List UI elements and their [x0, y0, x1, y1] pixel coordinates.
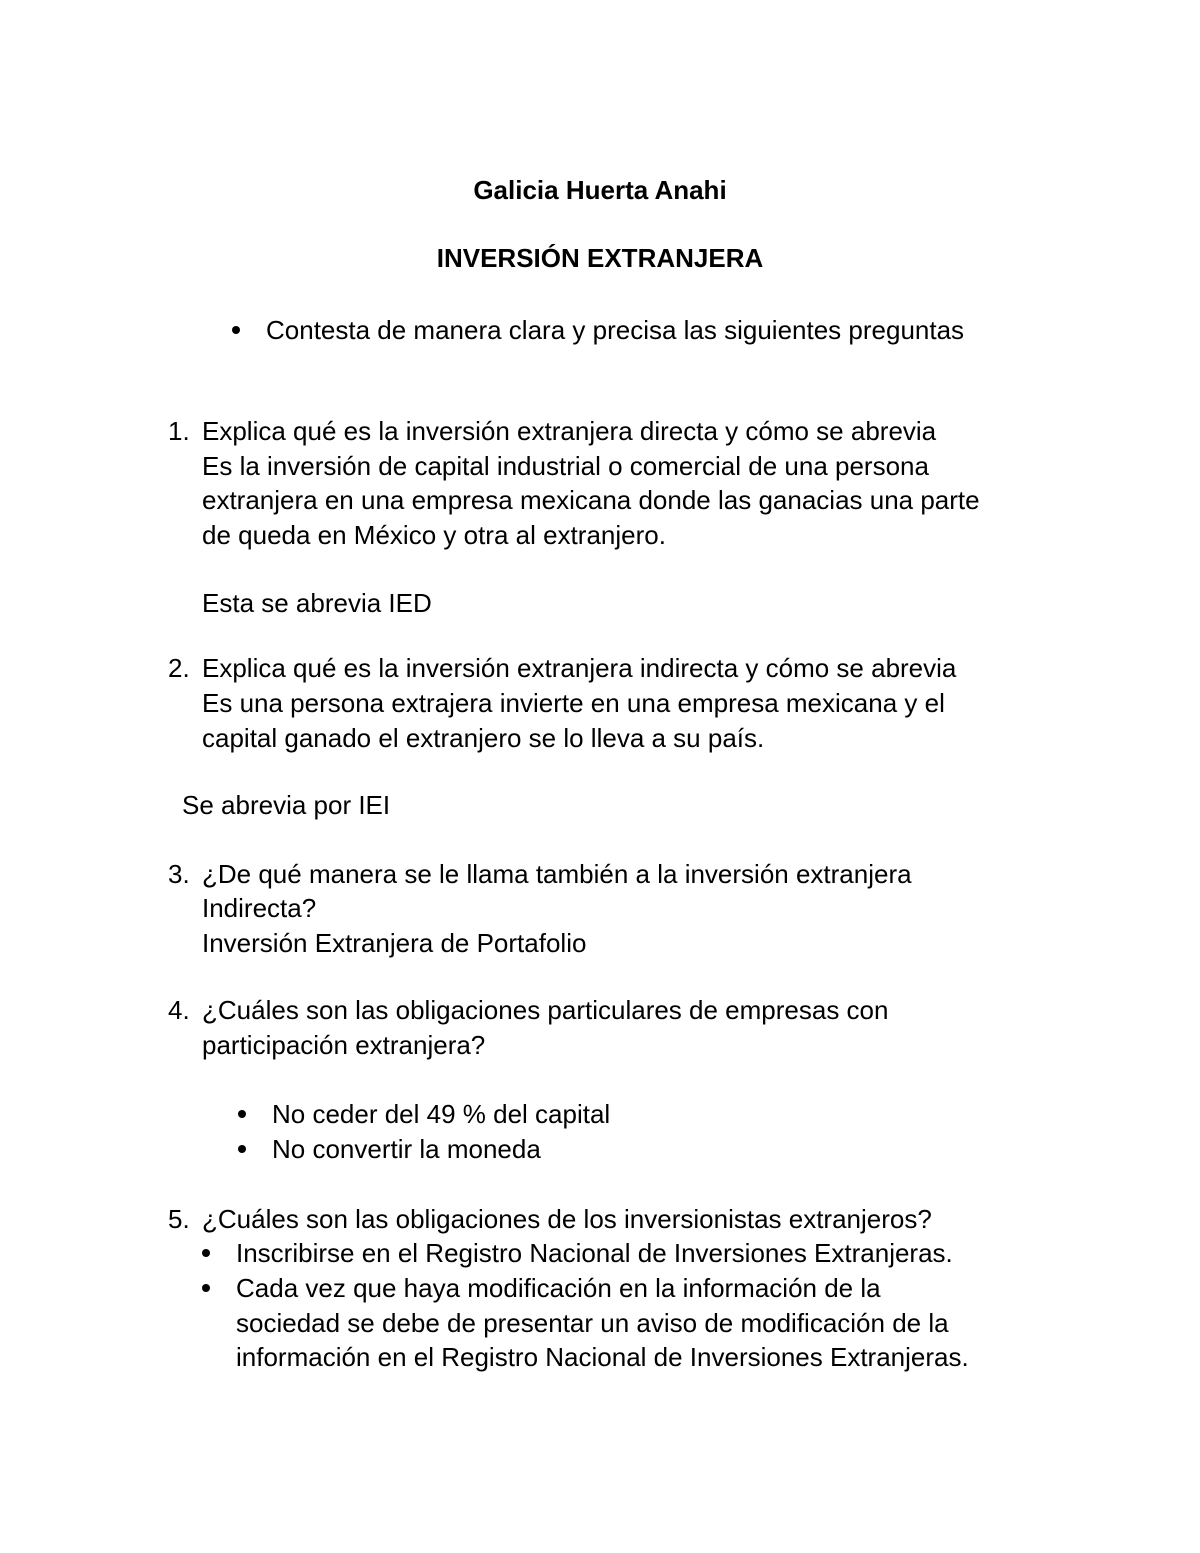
question-5-bullet: Inscribirse en el Registro Nacional de Inversiones Extranjeras.: [236, 1238, 953, 1268]
question-1-abbreviation: Esta se abrevia IED: [202, 588, 432, 618]
question-1-text: Explica qué es la inversión extranjera directa y cómo se abrevia: [202, 416, 937, 446]
question-4-number: 4.: [168, 995, 190, 1025]
instruction-text: Contesta de manera clara y precisa las siguientes preguntas: [266, 315, 965, 345]
question-1-number: 1.: [168, 416, 190, 446]
question-5-number: 5.: [168, 1204, 190, 1234]
bullet-icon: [238, 1145, 246, 1153]
question-1-answer-line: Es la inversión de capital industrial o comercial de una persona: [202, 451, 929, 481]
author-name: Galicia Huerta Anahi: [473, 175, 727, 205]
question-3-text: Indirecta?: [202, 893, 317, 923]
question-2-answer-line: Es una persona extrajera invierte en una empresa mexicana y el: [202, 688, 945, 718]
question-2-answer-line: capital ganado el extranjero se lo lleva a su país.: [202, 723, 765, 753]
bullet-icon: [202, 1284, 210, 1292]
question-2-text: Explica qué es la inversión extranjera indirecta y cómo se abrevia: [202, 653, 957, 683]
bullet-icon: [202, 1249, 210, 1257]
question-4-text: participación extranjera?: [202, 1030, 486, 1060]
question-5-text: ¿Cuáles son las obligaciones de los inversionistas extranjeros?: [202, 1204, 932, 1234]
question-5-bullet: Cada vez que haya modificación en la información de la: [236, 1273, 881, 1303]
question-2-number: 2.: [168, 653, 190, 683]
bullet-icon: [232, 326, 240, 334]
question-5-bullet: sociedad se debe de presentar un aviso de modificación de la: [236, 1308, 949, 1338]
question-4-bullet: No convertir la moneda: [272, 1134, 541, 1164]
question-5-bullet: información en el Registro Nacional de Inversiones Extranjeras.: [236, 1342, 969, 1372]
document-title: INVERSIÓN EXTRANJERA: [436, 243, 764, 273]
question-1-answer-line: extranjera en una empresa mexicana donde las ganacias una parte: [202, 485, 980, 515]
question-4-bullet: No ceder del 49 % del capital: [272, 1099, 611, 1129]
question-3-text: ¿De qué manera se le llama también a la inversión extranjera: [202, 859, 912, 889]
question-4-text: ¿Cuáles son las obligaciones particulares de empresas con: [202, 995, 889, 1025]
question-3-answer: Inversión Extranjera de Portafolio: [202, 928, 587, 958]
question-2-abbreviation: Se abrevia por IEI: [182, 790, 391, 820]
question-3-number: 3.: [168, 859, 190, 889]
bullet-icon: [238, 1110, 246, 1118]
question-1-answer-line: de queda en México y otra al extranjero.: [202, 520, 666, 550]
